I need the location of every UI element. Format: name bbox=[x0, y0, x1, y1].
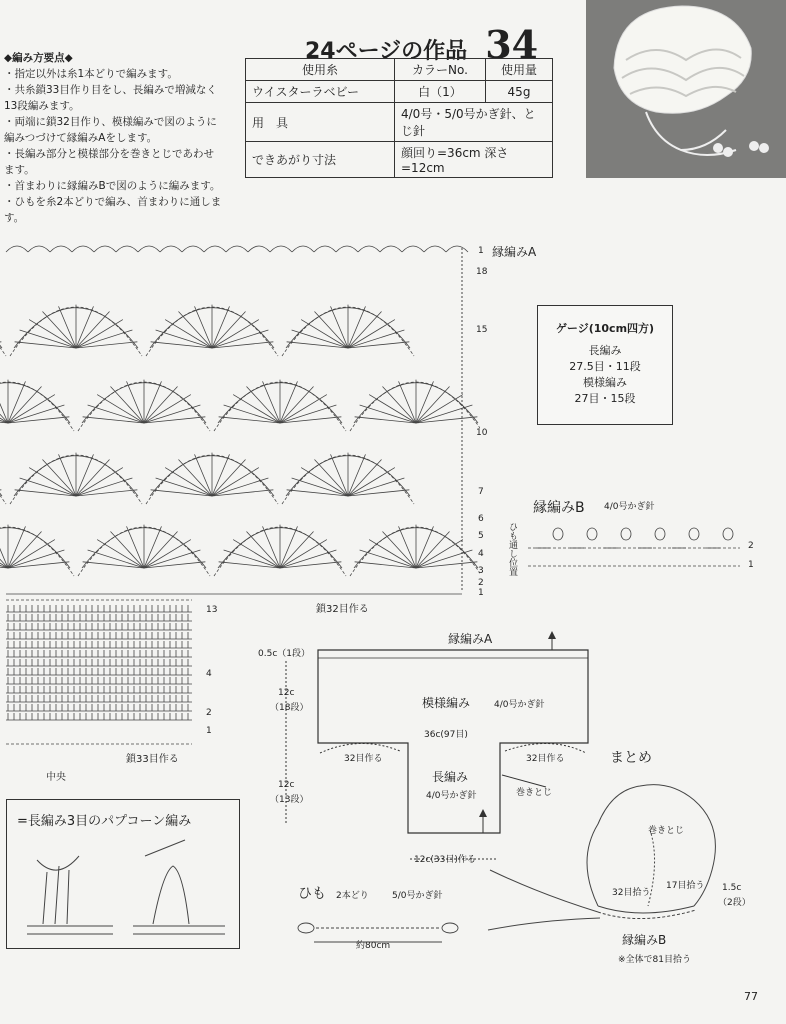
assembly-title: まとめ bbox=[610, 750, 652, 766]
lower-row-label: 2 bbox=[206, 708, 212, 718]
width-dimension: 36c(97目) bbox=[424, 730, 468, 740]
edge-a-label: 縁編みA bbox=[492, 245, 537, 259]
bonnet-photo bbox=[586, 0, 786, 178]
gauge-line: 27目・15段 bbox=[574, 392, 636, 405]
note-line: ・首まわりに縁編みBで図のように編みます。 bbox=[4, 180, 221, 192]
notes-heading: ◆編み方要点◆ bbox=[4, 52, 73, 64]
note-line: す。 bbox=[4, 212, 25, 224]
popcorn-label: =長編み3目のパプコーン編み bbox=[17, 814, 192, 829]
note-line: ・共糸鎖33目作り目をし、長編みで増減なく bbox=[4, 84, 217, 96]
row-label: 4 bbox=[478, 549, 484, 559]
row-label: 10 bbox=[476, 428, 488, 438]
cord-length: 約80cm bbox=[356, 941, 391, 951]
center-label: 中央 bbox=[46, 772, 66, 783]
tools-value: 4/0号・5/0号かぎ針、とじ針 bbox=[395, 103, 553, 142]
assembly-edge-b: 縁編みB bbox=[622, 933, 667, 947]
edge-b-row: 1 bbox=[748, 560, 754, 570]
left-chain-32: 32目作る bbox=[344, 754, 383, 764]
row-label: 2 bbox=[478, 578, 484, 588]
gauge-title: ゲージ(10cm四方) bbox=[555, 322, 655, 335]
row-label: 1 bbox=[478, 246, 484, 256]
chain-33-label: 鎖33目作る bbox=[126, 754, 179, 765]
note-line: ・ひもを糸2本どりで編み、首まわりに通しま bbox=[4, 196, 222, 208]
long-stitch-hook: 4/0号かぎ針 bbox=[426, 791, 477, 801]
left-dimension-b-rows: （13段） bbox=[270, 795, 309, 805]
gauge-box bbox=[537, 305, 673, 425]
cord-strands: 2本どり bbox=[336, 891, 369, 901]
note-line: 13段編みます。 bbox=[4, 100, 80, 112]
popcorn-illustration bbox=[13, 836, 233, 944]
pick-17: 17目拾う bbox=[666, 881, 705, 891]
pick-32: 32目拾う bbox=[612, 888, 651, 898]
row-label: 5 bbox=[478, 531, 484, 541]
row-label: 6 bbox=[478, 514, 484, 524]
row-label: 18 bbox=[476, 267, 488, 277]
lower-row-label: 1 bbox=[206, 726, 212, 736]
right-chain-32: 32目作る bbox=[526, 754, 565, 764]
assembly-dim-rows: （2段） bbox=[718, 898, 751, 908]
gauge-line: 長編み bbox=[588, 344, 622, 357]
lower-row-label: 4 bbox=[206, 669, 212, 679]
assembly-whip: 巻きとじ bbox=[648, 826, 685, 836]
note-line: 編みつづけて縁編みAをします。 bbox=[4, 132, 158, 144]
page-number: 77 bbox=[744, 990, 758, 1003]
long-stitch-label: 長編み bbox=[432, 770, 469, 784]
pattern-hook: 4/0号かぎ針 bbox=[494, 700, 545, 710]
spec-table bbox=[245, 58, 553, 178]
instruction-notes bbox=[4, 50, 240, 226]
assembly-diagram bbox=[480, 770, 750, 940]
bottom-dimension: 12c(33目)作る bbox=[414, 855, 476, 865]
tools-label: 用 具 bbox=[246, 103, 395, 142]
edge-b-chart bbox=[528, 522, 748, 574]
color-value: 白（1） bbox=[395, 81, 486, 103]
pattern-number: 34 bbox=[485, 22, 539, 67]
left-dimension-a-rows: （18段） bbox=[270, 703, 309, 713]
edge-b-hook: 4/0号かぎ針 bbox=[604, 502, 655, 512]
size-value: 顔回り=36cm 深さ=12cm bbox=[395, 142, 553, 178]
color-header: カラーNo. bbox=[395, 59, 486, 81]
left-dimension-b: 12c bbox=[278, 780, 295, 790]
schematic-edge-a: 縁編みA bbox=[448, 632, 493, 646]
cord-position-label: ひも通し位置 bbox=[507, 522, 517, 576]
note-line: ・指定以外は糸1本どりで編みます。 bbox=[4, 68, 178, 80]
gauge-line: 27.5目・11段 bbox=[569, 360, 641, 373]
row-label: 7 bbox=[478, 487, 484, 497]
cord-hook: 5/0号かぎ針 bbox=[392, 891, 443, 901]
yarn-header: 使用糸 bbox=[246, 59, 395, 81]
popcorn-stitch-box bbox=[6, 799, 240, 949]
row-label: 15 bbox=[476, 325, 488, 335]
top-dimension: 0.5c（1段） bbox=[258, 649, 310, 659]
lower-row-label: 13 bbox=[206, 605, 218, 615]
note-line: ・両端に鎖32目作り、模様編みで図のように bbox=[4, 116, 217, 128]
edge-b-title: 縁編みB bbox=[533, 500, 585, 516]
size-label: できあがり寸法 bbox=[246, 142, 395, 178]
assembly-total: ※全体で81目拾う bbox=[618, 955, 691, 965]
whip-stitch-label: 巻きとじ bbox=[516, 788, 553, 798]
gauge-line: 模様編み bbox=[583, 376, 627, 389]
bonnet-illustration bbox=[586, 0, 786, 178]
left-dimension-a: 12c bbox=[278, 688, 295, 698]
cord-title: ひも bbox=[298, 886, 326, 902]
pattern-stitch-label: 模様編み bbox=[422, 696, 471, 710]
amount-value: 45g bbox=[486, 81, 553, 103]
yarn-name: ウイスターラベビー bbox=[246, 81, 395, 103]
assembly-dim: 1.5c bbox=[722, 883, 742, 893]
row-label: 1 bbox=[478, 588, 484, 598]
edge-b-row: 2 bbox=[748, 541, 754, 551]
row-label: 3 bbox=[478, 566, 484, 576]
page-reference: 24ページの作品 bbox=[305, 39, 468, 64]
note-line: ます。 bbox=[4, 164, 35, 176]
note-line: ・長編み部分と模様部分を巻きとじであわせ bbox=[4, 148, 214, 160]
chain-32-label: 鎖32目作る bbox=[316, 604, 369, 615]
amount-header: 使用量 bbox=[486, 59, 553, 81]
